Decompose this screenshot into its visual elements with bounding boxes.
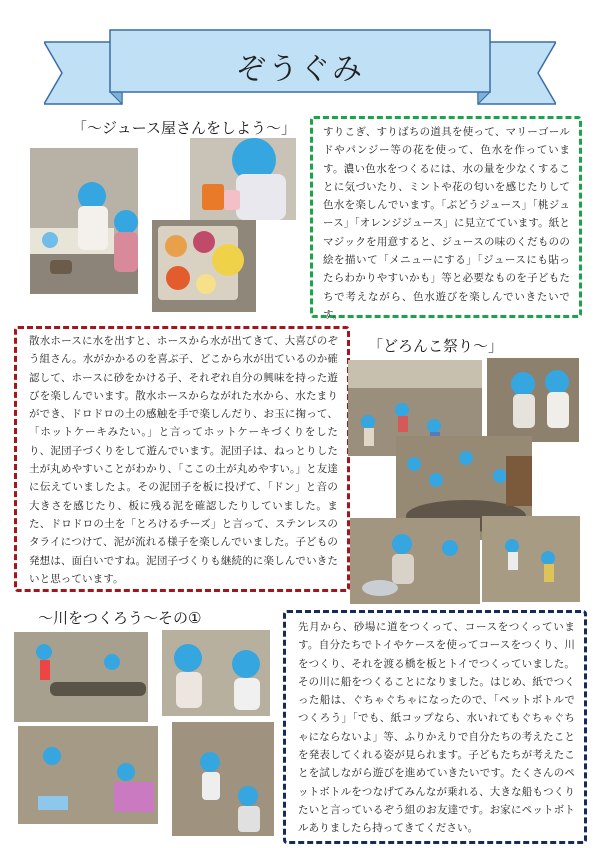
photo-juice-cups — [152, 220, 256, 312]
photo-river-kids-closeup — [162, 630, 270, 716]
section-juice-text: すりこぎ、すりばちの道具を使って、マリーゴールドやパンジー等の花を使って、色水を作っています。濃い色水をつくるには、水の量を少なくすることに気づいたり、ミントや花の匂いを感じたりして色水を楽しんでいます。「ぶどうジュース」「桃ジュース」「オレンジジュース」に見立てています。紙とマジックを用意すると、ジュースの味のくだものの絵を描いて「メニューにする」「ジュースにも貼ったらわかりやすいかも」等と必要なものを子どもたちで考えながら、色水遊びを楽しんでいきたいです。 — [323, 126, 570, 321]
photo-mud-kids — [487, 358, 579, 442]
section-juice-textbox — [310, 116, 582, 321]
section-mud-text: 散水ホースに水を出すと、ホースから水が出てきて、大喜びのぞう組さん。水がかかるのを喜ぶ子、どこから水が出ているのか確認して、ホースに砂をかける子、それぞれ自分の興味を持った遊びを楽しんでいます。散水ホースからながれた水から、水たまりができ、ドロドロの土の感触を手で楽しんだり、お玉に掬って、「ホットケーキみたい。」と言ってホットケーキづくりをしたり、泥団子づくりをして遊んでいます。泥団子は、ねっとりした土が丸めやすいことがわかり、「ここの土が丸めやすい。」と友達に伝えていましたよ。その泥団子を板に投げて、「ドン」と音の大きさを感じたり、板に残る泥を確認したりしていました。また、ドロドロの土を「とろけるチーズ」と言って、ステンレスのタライにつけて、泥が流れる様子を楽しんでいました。子どもの発想は、面白いですね。泥団子づくりも継続的に楽しんでいきたいと思っています。 — [29, 335, 338, 585]
photo-mud-playground — [482, 516, 580, 602]
section-mud-textbox — [14, 326, 350, 592]
section-river-heading: ～川をつくろう～その① — [38, 609, 202, 627]
section-river-textbox — [283, 610, 587, 844]
photo-river-boat — [172, 722, 274, 836]
section-mud-heading: 「どろんこ祭り～」 — [368, 337, 504, 355]
page-title: ぞうぐみ — [236, 52, 364, 87]
section-juice-heading: 「～ジュース屋さんをしよう～」 — [72, 119, 296, 137]
photo-juice-mixing — [190, 138, 296, 220]
photo-river-course — [14, 632, 148, 722]
photo-mud-tub — [350, 518, 480, 604]
title-banner — [44, 20, 556, 112]
photo-juice-children-table — [30, 148, 138, 294]
photo-river-water — [18, 726, 158, 824]
section-river-text: 先月から、砂場に道をつくって、コースをつくっています。自分たちでトイやケースを使ってコースをつくり、川をつくり、それを渡る橋を板とトイでつくっていました。その川に船をつくることになりました。はじめ、紙でつくった船は、ぐちゃぐちゃになったので、「ペットボトルでつくろう」「でも、紙コップなら、水いれてもぐちゃぐちゃにならないよ」等、ふりかえりで自分たちの考えたことを発表してくれる姿が見られます。子どもたちが考えたことを試しながら遊びを進めていきたいです。たくさんのペットボトルをつなげてみんなが乗れる、大きな船もつくりたいと言っているぞう組のお友達です。お家にペットボトルありましたら持ってきてください。 — [298, 621, 575, 835]
